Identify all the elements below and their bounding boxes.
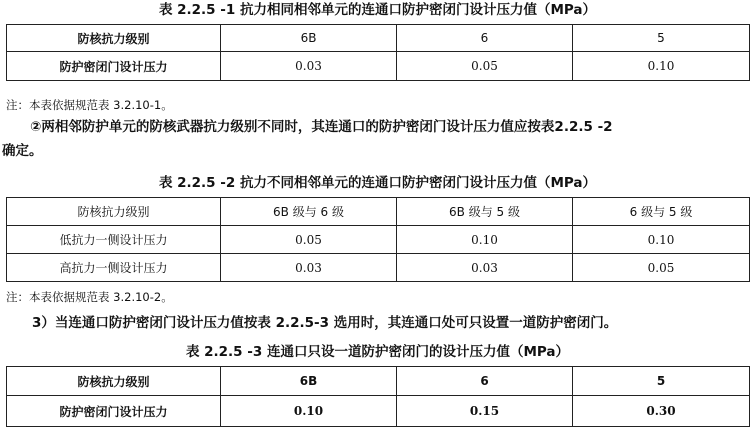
table2-header-row: [7, 198, 750, 226]
table2-header-cell: 6B 级与 5 级: [397, 198, 573, 226]
table1-row: [7, 52, 750, 81]
table1-header-row: [7, 25, 750, 52]
table3-header-row: [7, 367, 750, 396]
table1-header-cell: 6B: [221, 25, 397, 52]
table2: [6, 197, 750, 282]
table2-cell: 0.03: [397, 254, 573, 282]
table1-header-cell: 5: [573, 25, 750, 52]
table2-cell: 0.10: [573, 226, 750, 254]
table3-cell: 0.15: [397, 396, 573, 427]
table3-row: [7, 396, 750, 427]
table3-header-cell: 6B: [221, 367, 397, 396]
table1-cell: 0.10: [573, 52, 750, 81]
table2-cell: 0.10: [397, 226, 573, 254]
table2-cell: 0.05: [221, 226, 397, 254]
table3-cell: 0.10: [221, 396, 397, 427]
table2-row: [7, 226, 750, 254]
table1: [6, 24, 750, 81]
table2-header-cell: 防核抗力级别: [7, 198, 221, 226]
table3-cell: 0.30: [573, 396, 750, 427]
table3-row-label: 防护密闭门设计压力: [7, 396, 221, 427]
table1-cell: 0.05: [397, 52, 573, 81]
table1-header-cell: 6: [397, 25, 573, 52]
table1-note: 注：本表依据规范表 3.2.10-1。: [6, 98, 173, 112]
paragraph2-line2: 确定。: [2, 143, 43, 159]
table1-cell: 0.03: [221, 52, 397, 81]
table3-header-cell: 防核抗力级别: [7, 367, 221, 396]
table2-header-cell: 6B 级与 6 级: [221, 198, 397, 226]
table3-header-cell: 6: [397, 367, 573, 396]
table1-row-label: 防护密闭门设计压力: [7, 52, 221, 81]
table3-caption: 表 2.2.5 -3 连通口只设一道防护密闭门的设计压力值（MPa）: [185, 344, 570, 360]
table2-row-label: 低抗力一侧设计压力: [7, 226, 221, 254]
table2-cell: 0.03: [221, 254, 397, 282]
table3: [6, 366, 750, 427]
table1-caption: 表 2.2.5 -1 抗力相同相邻单元的连通口防护密闭门设计压力值（MPa）: [158, 2, 597, 18]
table3-header-cell: 5: [573, 367, 750, 396]
paragraph3-line1: 3）当连通口防护密闭门设计压力值按表 2.2.5-3 选用时，其连通口处可只设置一道防护密闭门。: [32, 315, 618, 331]
paragraph2-line1: ②两相邻防护单元的防核武器抗力级别不同时，其连通口的防护密闭门设计压力值应按表2.2.5 -2: [30, 119, 613, 135]
table2-caption: 表 2.2.5 -2 抗力不同相邻单元的连通口防护密闭门设计压力值（MPa）: [158, 175, 597, 191]
table2-cell: 0.05: [573, 254, 750, 282]
table2-header-cell: 6 级与 5 级: [573, 198, 750, 226]
table2-row: [7, 254, 750, 282]
table2-note: 注：本表依据规范表 3.2.10-2。: [6, 290, 173, 304]
table1-header-cell: 防核抗力级别: [7, 25, 221, 52]
table2-row-label: 高抗力一侧设计压力: [7, 254, 221, 282]
